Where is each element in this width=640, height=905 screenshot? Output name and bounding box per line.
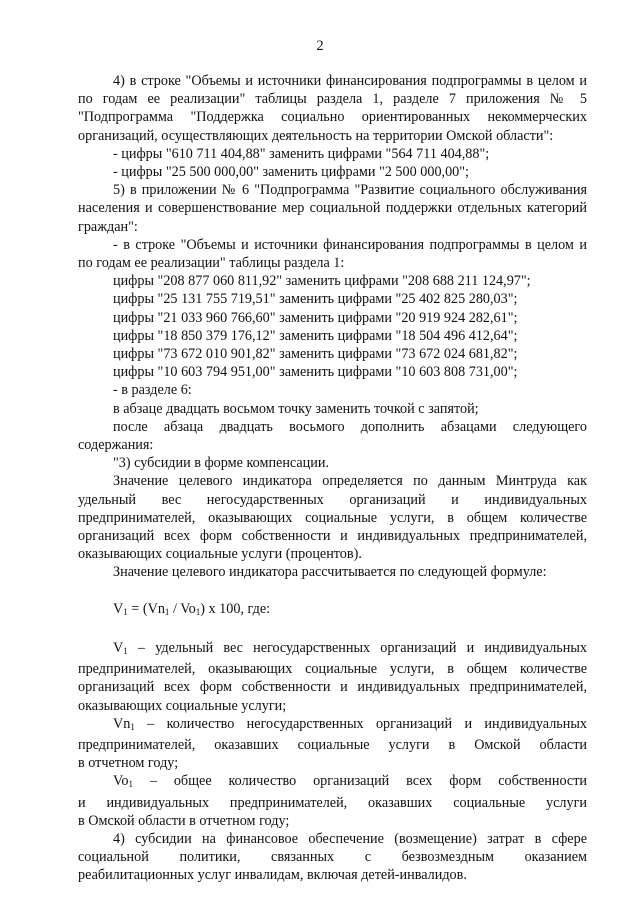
text-line: после абзаца двадцать восьмого дополнить абзацами следующего bbox=[113, 418, 587, 435]
text-line: граждан": bbox=[78, 218, 138, 235]
text-line: - цифры "25 500 000,00" заменить цифрами "2 500 000,00"; bbox=[113, 164, 470, 181]
text-line: цифры "25 131 755 719,51" заменить цифрами "25 402 825 280,03"; bbox=[113, 291, 518, 308]
definition-line: $V_1$ – удельный вес негосударственных организаций и индивидуальных bbox=[113, 639, 587, 656]
text-line: оказывающих социальные услуги (процентов). bbox=[78, 546, 362, 563]
document-body bbox=[78, 72, 587, 885]
text-line: - в строке "Объемы и источники финансирования подпрограммы в целом и bbox=[113, 236, 587, 253]
text-line: реабилитационных услуг инвалидам, включая детей-инвалидов. bbox=[78, 867, 467, 884]
text-line: оказывающих социальные услуги; bbox=[78, 697, 287, 714]
page-number: 2 bbox=[316, 38, 324, 54]
text-line: - в разделе 6: bbox=[113, 382, 192, 399]
text-line: цифры "10 603 794 951,00" заменить цифрами "10 603 808 731,00"; bbox=[113, 364, 518, 381]
text-line: организаций всех форм собственности и индивидуальных предпринимателей, bbox=[78, 679, 587, 696]
text-line: цифры "208 877 060 811,92" заменить цифрами "208 688 211 124,97"; bbox=[113, 273, 531, 290]
text-line: в отчетном году; bbox=[78, 755, 179, 772]
text-line: по годам ее реализации" таблицы раздела 1, разделе 7 приложения № 5 bbox=[78, 91, 587, 108]
text-line: предпринимателей, оказывающих социальные услуги, в общем количестве bbox=[78, 661, 587, 678]
text-line: цифры "73 672 010 901,82" заменить цифрами "73 672 024 681,82"; bbox=[113, 346, 518, 363]
text-line: и индивидуальных предпринимателей, оказавших социальные услуги bbox=[78, 794, 587, 811]
text-line: Значение целевого индикатора определяется по данным Минтруда как bbox=[113, 473, 587, 490]
definition-line: $Vo_1$ – общее количество организаций всех форм собственности bbox=[113, 773, 587, 790]
text-line: в Омской области в отчетном году; bbox=[78, 812, 290, 829]
text-line: "3) субсидии в форме компенсации. bbox=[113, 455, 330, 472]
formula: $V_1 = (Vn_1 / Vo_1)$ x 100, где: bbox=[113, 600, 271, 617]
definition-line: $Vn_1$ – количество негосударственных организаций и индивидуальных bbox=[113, 715, 587, 732]
text-line: организаций, осуществляющих деятельность на территории Омской области": bbox=[78, 127, 554, 144]
text-line: цифры "18 850 379 176,12" заменить цифрами "18 504 496 412,64"; bbox=[113, 327, 518, 344]
text-line: 5) в приложении № 6 "Подпрограмма "Развитие социального обслуживания bbox=[113, 182, 587, 199]
text-line: организаций всех форм собственности и индивидуальных предпринимателей, bbox=[78, 528, 587, 545]
text-line: социальной политики, связанных с безвозмездным оказанием bbox=[78, 849, 587, 866]
text-line: населения и совершенствование мер социальной поддержки отдельных категорий bbox=[78, 200, 587, 217]
text-line: удельный вес негосударственных организаций и индивидуальных bbox=[78, 491, 587, 508]
text-line: "Подпрограмма "Поддержка социально ориентированных некоммерческих bbox=[78, 109, 587, 126]
text-line: содержания: bbox=[78, 437, 154, 454]
text-line: 4) субсидии на финансовое обеспечение (возмещение) затрат в сфере bbox=[113, 830, 587, 847]
text-line: цифры "21 033 960 766,60" заменить цифрами "20 919 924 282,61"; bbox=[113, 309, 518, 326]
text-line: предпринимателей, оказывающих социальные услуги, в общем количестве bbox=[78, 509, 587, 526]
text-line: - цифры "610 711 404,88" заменить цифрами "564 711 404,88"; bbox=[113, 145, 490, 162]
text-line: 4) в строке "Объемы и источники финансирования подпрограммы в целом и bbox=[113, 73, 587, 89]
text-line: в абзаце двадцать восьмом точку заменить точкой с запятой; bbox=[113, 400, 479, 417]
text-line: Значение целевого индикатора рассчитывается по следующей формуле: bbox=[113, 564, 547, 581]
text-line: предпринимателей, оказавших социальные услуги в Омской области bbox=[78, 736, 587, 753]
text-line: по годам ее реализации" таблицы раздела 1: bbox=[78, 255, 345, 272]
